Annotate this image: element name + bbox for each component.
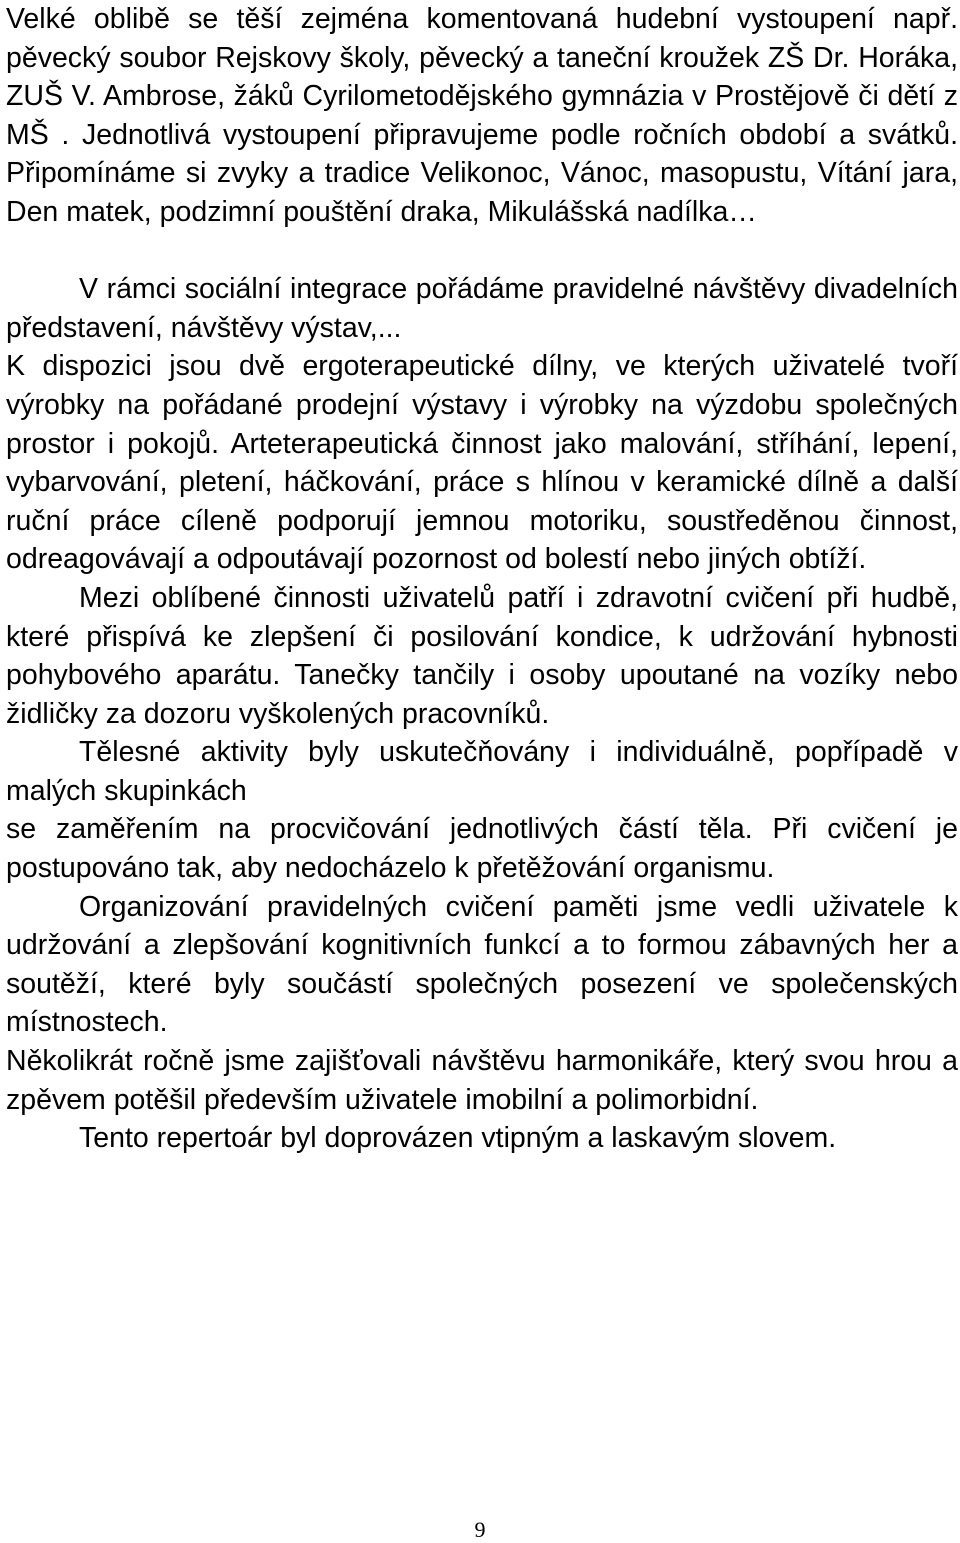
paragraph-social-integration: V rámci sociální integrace pořádáme pravidelné návštěvy divadelních představení, návštěvy výstav,... <box>6 273 958 344</box>
page-number: 9 <box>474 1517 486 1542</box>
paragraph-exercise: Mezi oblíbené činnosti uživatelů patří i zdravotní cvičení při hudbě, které přispívá ke zlepšení či posilování kondice, k udržování hybnosti pohybového aparátu. Tanečky tančily i osoby upoutané na vozíky nebo židličky za dozoru vyškolených pracovníků. <box>6 581 958 730</box>
paragraph-cultural-events: Velké oblibě se těší zejména komentovaná hudební vystoupení např. pěvecký soubor Rejskovy školy, pěvecký a taneční kroužek ZŠ Dr. Horáka, ZUŠ V. Ambrose, žáků Cyrilometodějského gymnázia v Prostějově či dětí z MŠ . Jednotlivá vystoupení připravujeme podle ročních období a svátků. Připomínáme si zvyky a tradice Velikonoc, Vánoc, masopustu, Vítání jara, Den matek, podzimní pouštění draka, Mikulášská nadílka… <box>6 3 958 228</box>
paragraph-body-parts: se zaměřením na procvičování jednotlivých částí těla. Při cvičení je postupováno tak, aby nedocházelo k přetěžování organismu. <box>6 813 958 885</box>
paragraph-repertoire: Tento repertoár byl doprovázen vtipným a laskavým slovem. <box>79 1122 837 1155</box>
paragraph-memory-training: Organizování pravidelných cvičení paměti jsme vedli uživatele k udržování a zlepšování kognitivních funkcí a to formou zábavných her a soutěží, které byly součástí společných posezení ve společenských místnostech. <box>6 890 958 1039</box>
paragraph-physical-activities: Tělesné aktivity byly uskutečňovány i individuálně, popřípadě v malých skupinkách <box>6 736 958 807</box>
paragraph-accordionist: Několikrát ročně jsme zajišťovali návštěvu harmonikáře, který svou hrou a zpěvem potěšil především uživatele imobilní a polimorbidní. <box>6 1045 958 1116</box>
paragraph-workshops: K dispozici jsou dvě ergoterapeutické dílny, ve kterých uživatelé tvoří výrobky na pořádané prodejní výstavy i výrobky na výzdobu společných prostor i pokojů. Arteterapeutická činnost jako malování, stříhání, lepení, vybarvování, pletení, háčkování, práce s hlínou v keramické dílně a další ruční práce cíleně podporují jemnou motoriku, soustředěnou činnost, odreagovávají a odpoutávají pozornost od bolestí nebo jiných obtíží. <box>6 350 958 576</box>
body-text <box>6 0 958 1158</box>
